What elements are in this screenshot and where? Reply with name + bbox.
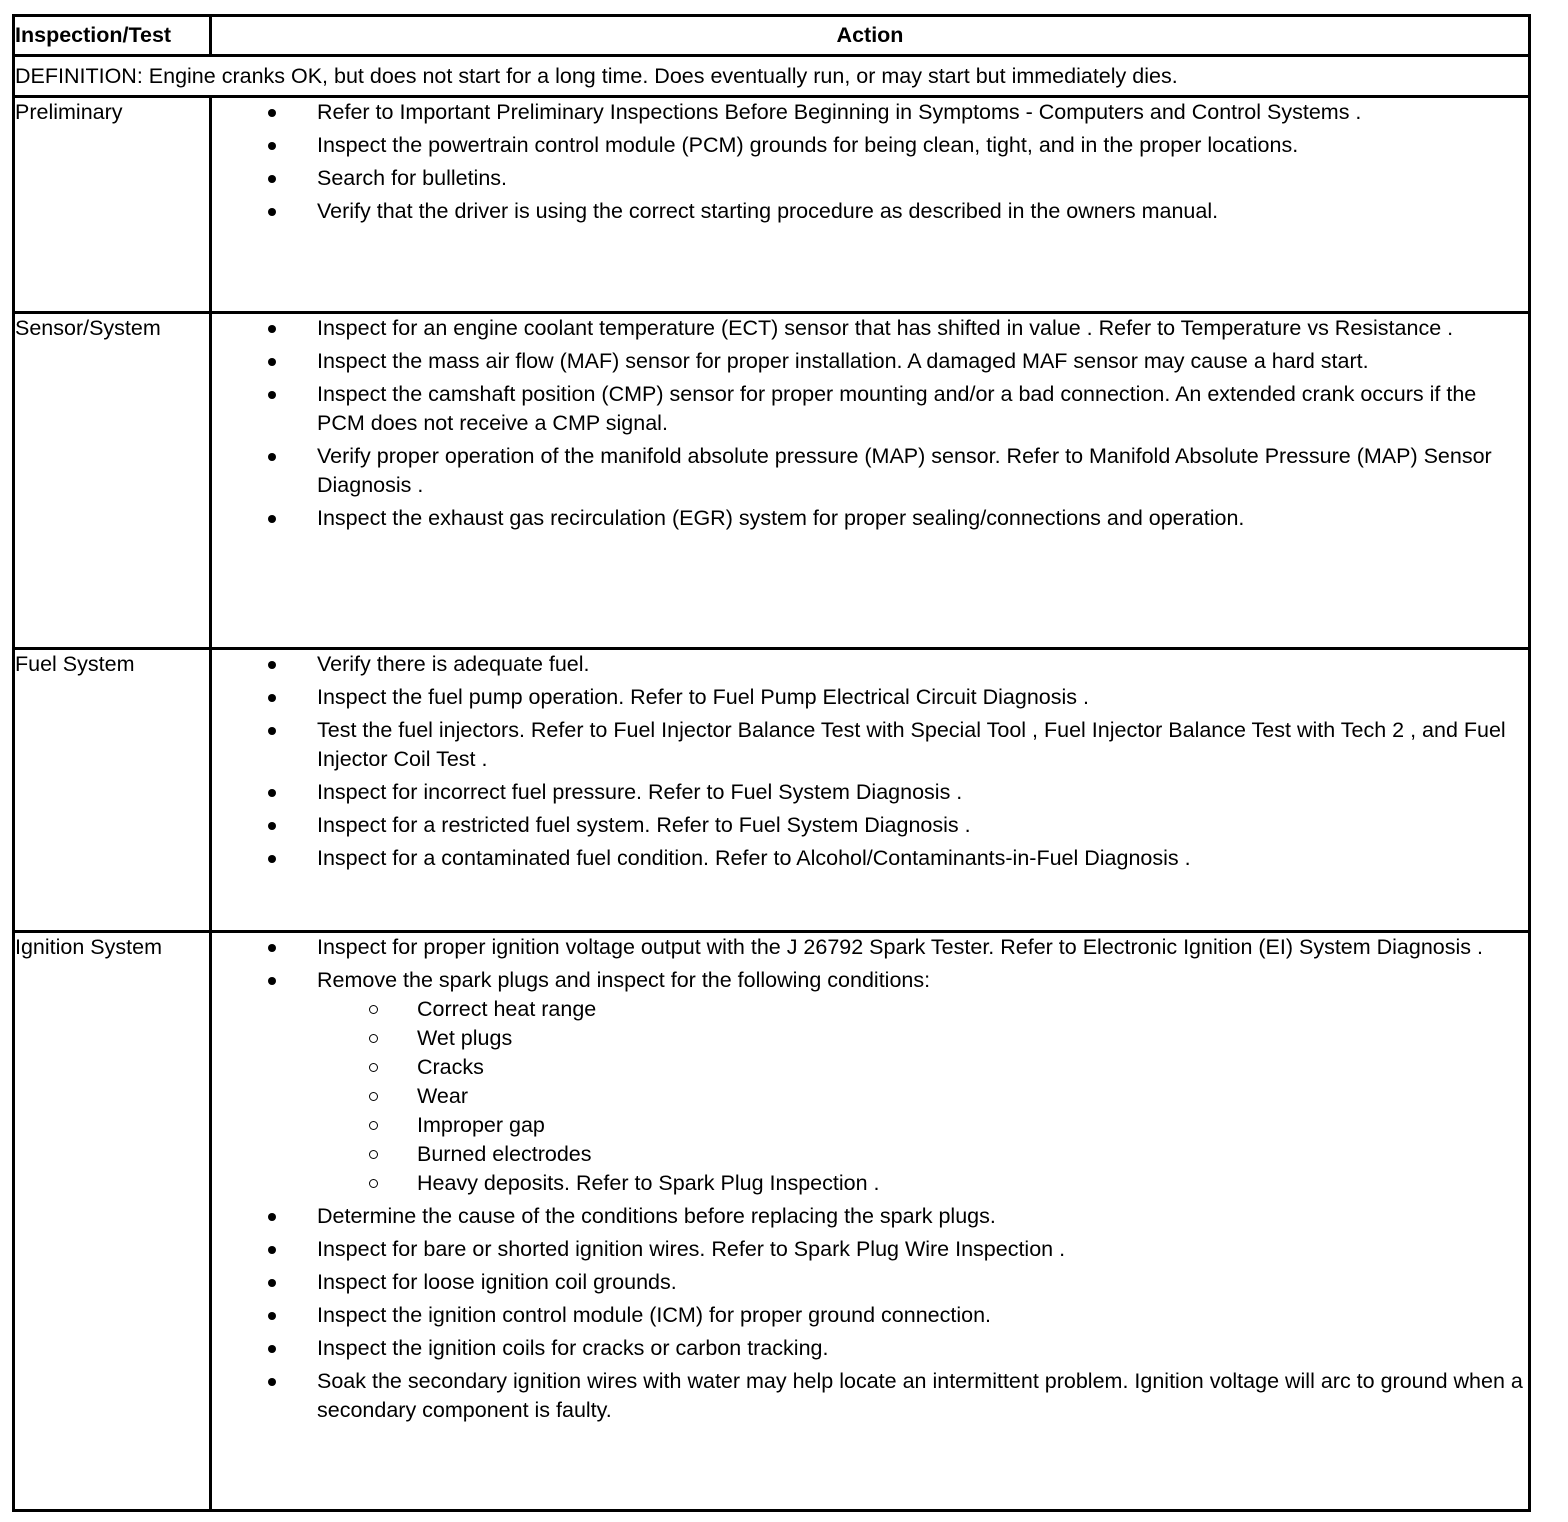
action-item [212, 966, 1528, 1198]
header-row [14, 16, 1530, 56]
action-header: Action [211, 16, 1530, 56]
action-item: Inspect for proper ignition voltage output with the J 26792 Spark Tester. Refer to Electronic Ignition (EI) System Diagnosis . [212, 933, 1528, 962]
action-item: Soak the secondary ignition wires with water may help locate an intermittent problem. Ignition voltage will arc to ground when a secondary component is faulty. [212, 1367, 1528, 1425]
action-item: Determine the cause of the conditions before replacing the spark plugs. [212, 1202, 1528, 1231]
action-item: Verify there is adequate fuel. [212, 650, 1528, 679]
inspection-label: Ignition System [14, 932, 211, 1511]
diagnostic-table [12, 14, 1531, 1512]
action-list [212, 314, 1528, 533]
action-item: Inspect the fuel pump operation. Refer to Fuel Pump Electrical Circuit Diagnosis . [212, 683, 1528, 712]
table-row-fuel-system [14, 649, 1530, 932]
action-item-text: Remove the spark plugs and inspect for the following conditions: [317, 968, 931, 992]
condition-list [317, 995, 1528, 1198]
table-row-preliminary [14, 97, 1530, 313]
action-item: Inspect for a restricted fuel system. Refer to Fuel System Diagnosis . [212, 811, 1528, 840]
action-item: Inspect for bare or shorted ignition wires. Refer to Spark Plug Wire Inspection . [212, 1235, 1528, 1264]
condition-item: Improper gap [317, 1111, 1528, 1140]
condition-item: Wear [317, 1082, 1528, 1111]
action-item: Refer to Important Preliminary Inspections Before Beginning in Symptoms - Computers and Control Systems . [212, 98, 1528, 127]
action-item: Inspect the camshaft position (CMP) sensor for proper mounting and/or a bad connection. An extended crank occurs if the PCM does not receive a CMP signal. [212, 380, 1528, 438]
action-item: Inspect the powertrain control module (PCM) grounds for being clean, tight, and in the proper locations. [212, 131, 1528, 160]
inspection-test-header: Inspection/Test [14, 16, 211, 56]
definition-row [14, 56, 1530, 97]
inspection-label: Fuel System [14, 649, 211, 932]
action-item: Inspect for incorrect fuel pressure. Refer to Fuel System Diagnosis . [212, 778, 1528, 807]
diagnostic-document [12, 14, 1528, 1512]
action-list [212, 98, 1528, 226]
action-list [212, 933, 1528, 1425]
action-cell [211, 932, 1530, 1511]
action-item: Inspect the ignition coils for cracks or carbon tracking. [212, 1334, 1528, 1363]
definition-text: DEFINITION: Engine cranks OK, but does not start for a long time. Does eventually run, or may start but immediately dies. [14, 56, 1530, 97]
condition-item: Cracks [317, 1053, 1528, 1082]
inspection-label: Preliminary [14, 97, 211, 313]
inspection-label: Sensor/System [14, 313, 211, 649]
action-list [212, 650, 1528, 873]
action-item: Verify proper operation of the manifold absolute pressure (MAP) sensor. Refer to Manifold Absolute Pressure (MAP) Sensor Diagnosis . [212, 442, 1528, 500]
table-row-ignition-system [14, 932, 1530, 1511]
action-item: Inspect for an engine coolant temperature (ECT) sensor that has shifted in value . Refer to Temperature vs Resistance . [212, 314, 1528, 343]
action-cell [211, 649, 1530, 932]
action-item: Test the fuel injectors. Refer to Fuel Injector Balance Test with Special Tool , Fuel Injector Balance Test with Tech 2 , and Fuel Injector Coil Test . [212, 716, 1528, 774]
action-item: Inspect for loose ignition coil grounds. [212, 1268, 1528, 1297]
action-item: Inspect the ignition control module (ICM) for proper ground connection. [212, 1301, 1528, 1330]
condition-item: Burned electrodes [317, 1140, 1528, 1169]
condition-item: Correct heat range [317, 995, 1528, 1024]
action-cell [211, 313, 1530, 649]
action-item: Inspect the mass air flow (MAF) sensor for proper installation. A damaged MAF sensor may cause a hard start. [212, 347, 1528, 376]
action-item: Search for bulletins. [212, 164, 1528, 193]
action-cell [211, 97, 1530, 313]
action-item: Verify that the driver is using the correct starting procedure as described in the owners manual. [212, 197, 1528, 226]
condition-item: Heavy deposits. Refer to Spark Plug Inspection . [317, 1169, 1528, 1198]
action-item: Inspect for a contaminated fuel condition. Refer to Alcohol/Contaminants-in-Fuel Diagnosis . [212, 844, 1528, 873]
condition-item: Wet plugs [317, 1024, 1528, 1053]
action-item: Inspect the exhaust gas recirculation (EGR) system for proper sealing/connections and operation. [212, 504, 1528, 533]
table-row-sensor-system [14, 313, 1530, 649]
